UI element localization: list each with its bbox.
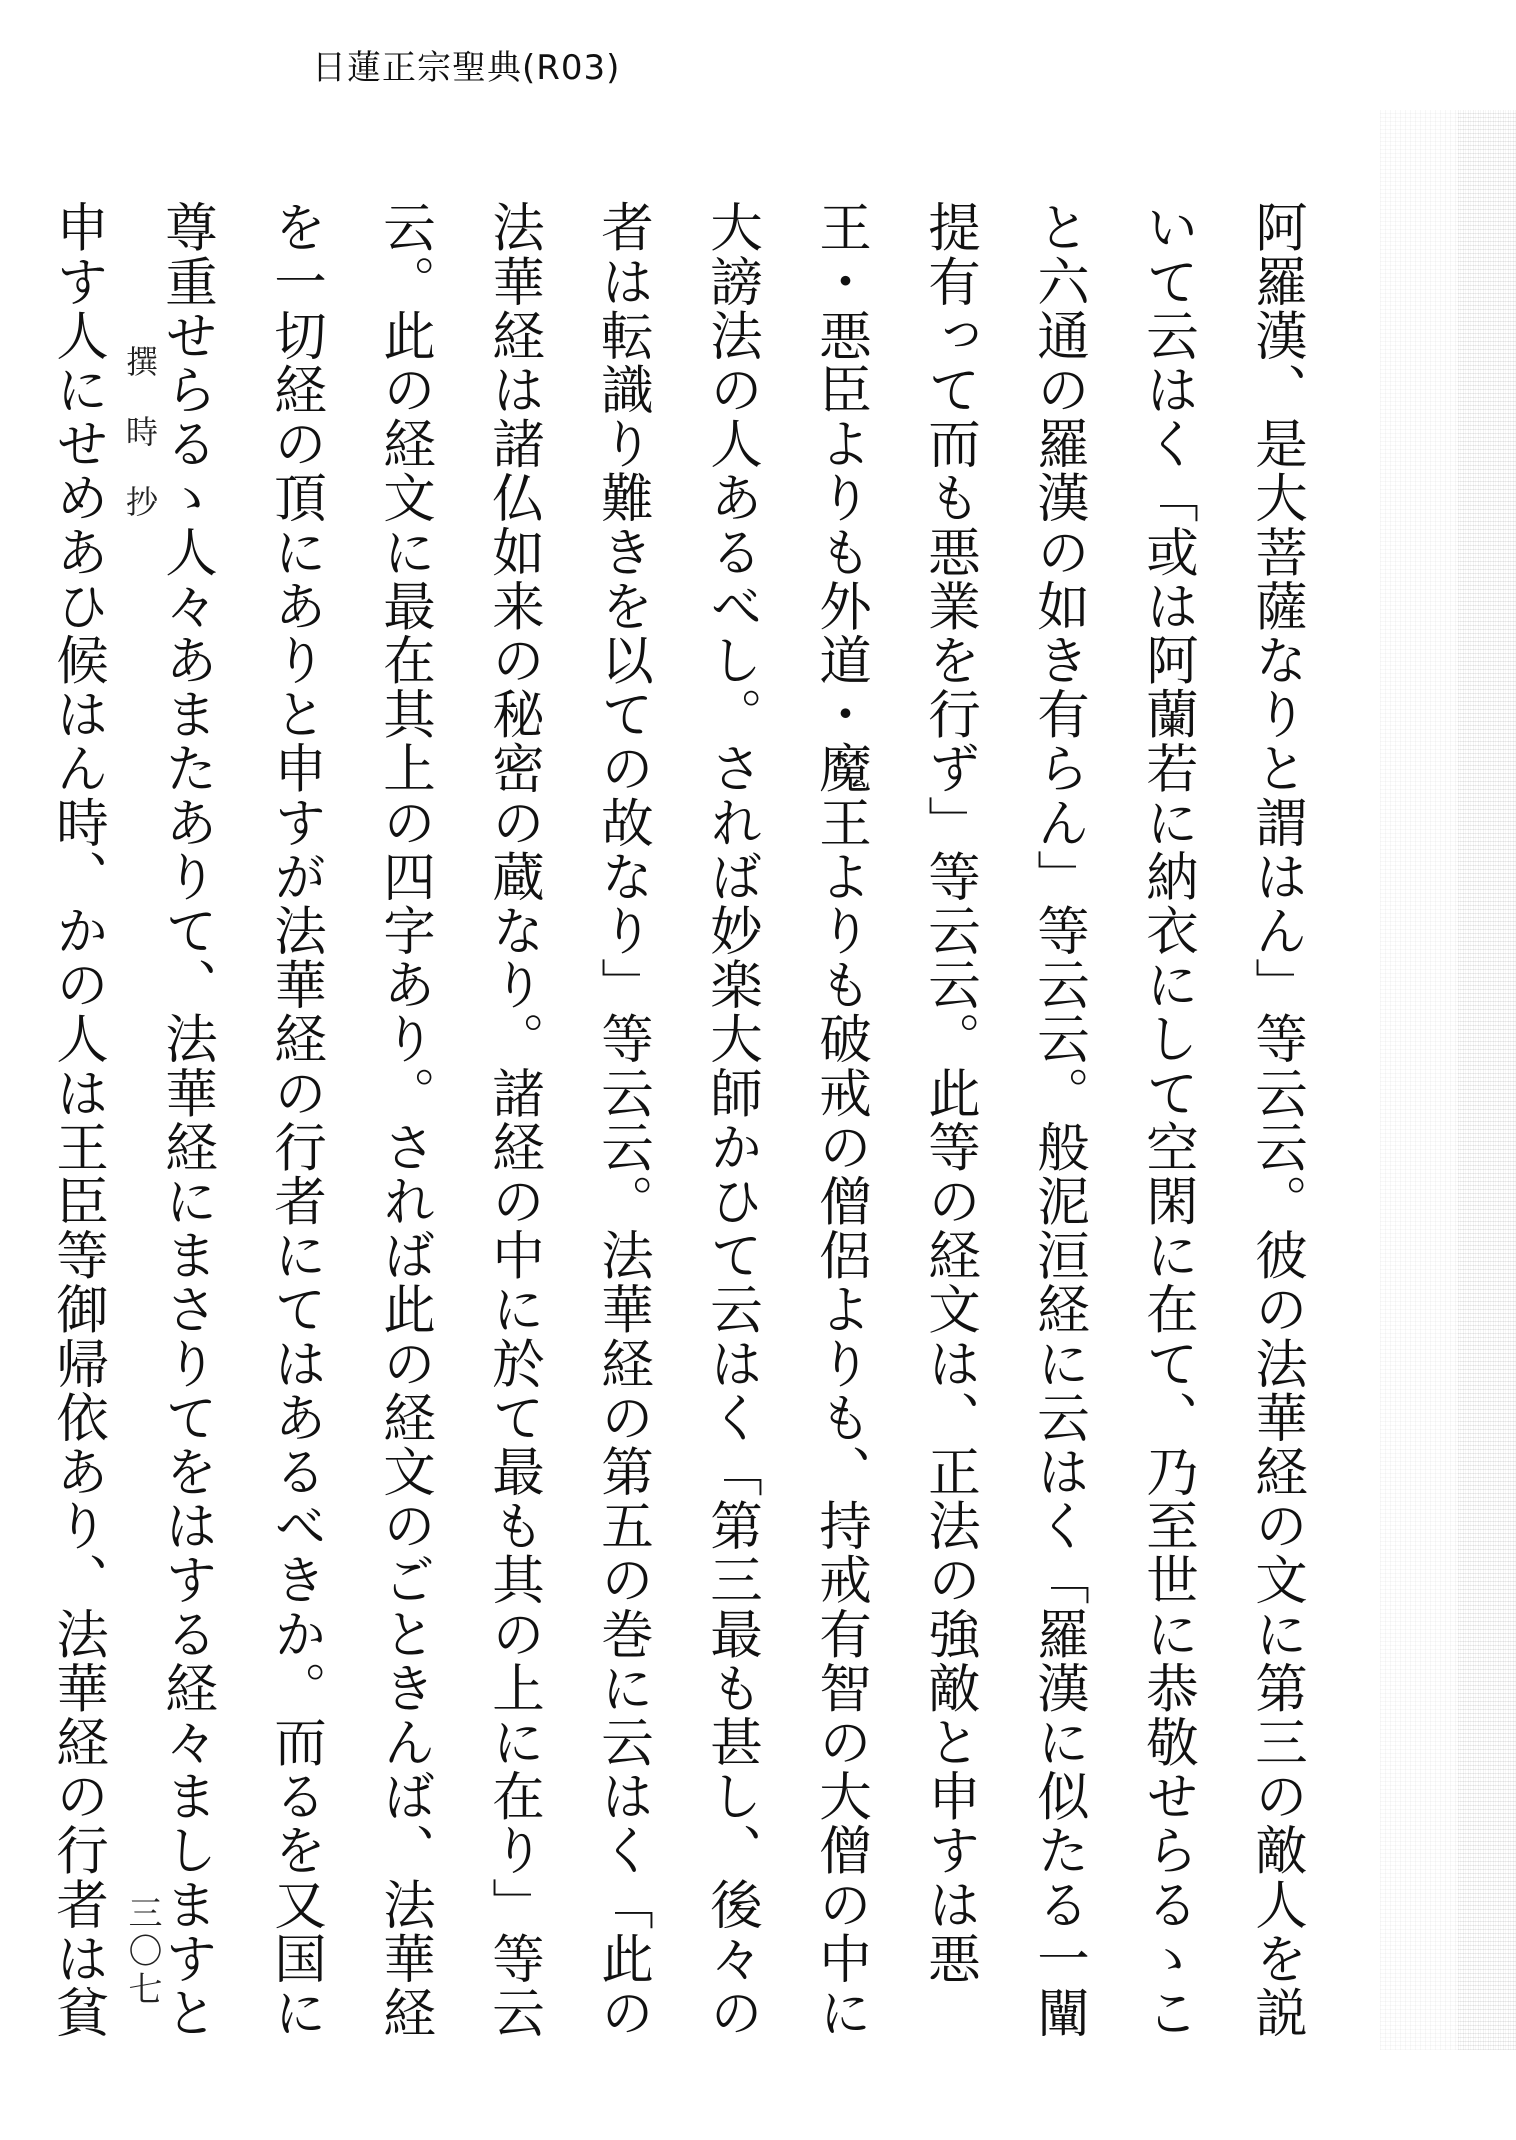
- chapter-title: 撰時抄: [121, 345, 159, 555]
- page-number: 三〇七: [122, 1895, 162, 2009]
- text-paragraph: 阿羅漢、是大菩薩なりと謂はん」等云云。彼の法華経の文に第三の敵人を説いて云はく「或は阿蘭若に納衣にして空閑に在て、乃至世に恭敬せらるゝこと六通の羅漢の如き有らん」等云云。般泥洹経に云はく「羅漢に似たる一闡提有って而も悪業を行ず」等云云。此等の経文は、正法の強敵と申すは悪王・悪臣よりも外道・魔王よりも破戒の僧侶よりも、持戒有智の大僧の中に大謗法の人あるべし。されば妙楽大師かひて云はく「第三最も甚し、後々の者は転識り難きを以ての故なり」等云云。法華経の第五の巻に云はく「此の法華経は諸仏如来の秘密の蔵なり。諸経の中に於て最も其の上に在り」等云云。此の経文に最在其上の四字あり。されば此の経文のごときんば、法華経を一切経の頂にありと申すが法華経の行者にてはあるべきか。而るを又国に尊重せらるゝ人々あまたありて、法華経にまさりてをはする経々ましますと申す人にせめあひ候はん時、かの人は王臣等御帰依あり、法華経の行者は貧: [48, 200, 1308, 2040]
- scan-shadow-edge: [1458, 110, 1516, 2050]
- book-title: 日蓮正宗聖典(R03): [312, 48, 621, 88]
